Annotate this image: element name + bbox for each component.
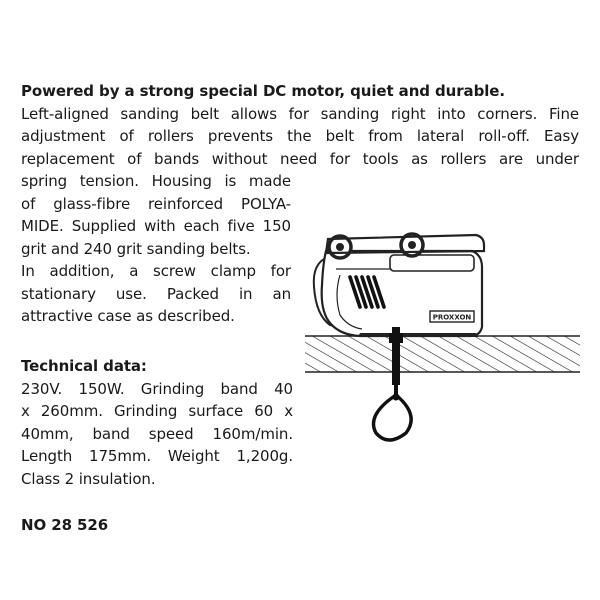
intro-line: stationary use. Packed in an [21, 284, 291, 303]
intro-line: grit and 240 grit sanding belts. [21, 239, 251, 258]
belt-sander [314, 234, 484, 337]
intro-line: spring tension. Housing is made [21, 172, 291, 190]
technical-line: 230V. 150W. Grinding band 40 [21, 379, 293, 398]
technical-line: Class 2 insulation. [21, 469, 156, 488]
workbench-section [305, 336, 580, 372]
technical-line: Length 175mm. Weight 1,200g. [21, 447, 293, 465]
order-number: NO 28 526 [21, 516, 109, 534]
intro-line: Left-aligned sanding belt allows for sanding right into corners. Fine [21, 104, 579, 123]
brand-label: PROXXON [432, 313, 472, 322]
technical-line: x 260mm. Grinding surface 60 x [21, 402, 293, 420]
intro-line: MIDE. Supplied with each five 150 [21, 217, 291, 235]
intro-line: replacement of bands without need for tools as rollers are under [21, 149, 579, 168]
belt-sander-illustration [300, 215, 585, 455]
technical-heading: Technical data: [21, 357, 147, 375]
intro-heading: Powered by a strong special DC motor, quiet and durable. [21, 82, 505, 100]
intro-line: In addition, a screw clamp for [21, 262, 291, 280]
intro-line: adjustment of rollers prevents the belt from lateral roll-off. Easy [21, 127, 579, 145]
technical-data [21, 355, 293, 490]
intro-line: attractive case as described. [21, 307, 235, 325]
technical-line: 40mm, band speed 160m/min. [21, 424, 293, 443]
intro-line: of glass-fibre reinforced POLYA- [21, 194, 291, 213]
